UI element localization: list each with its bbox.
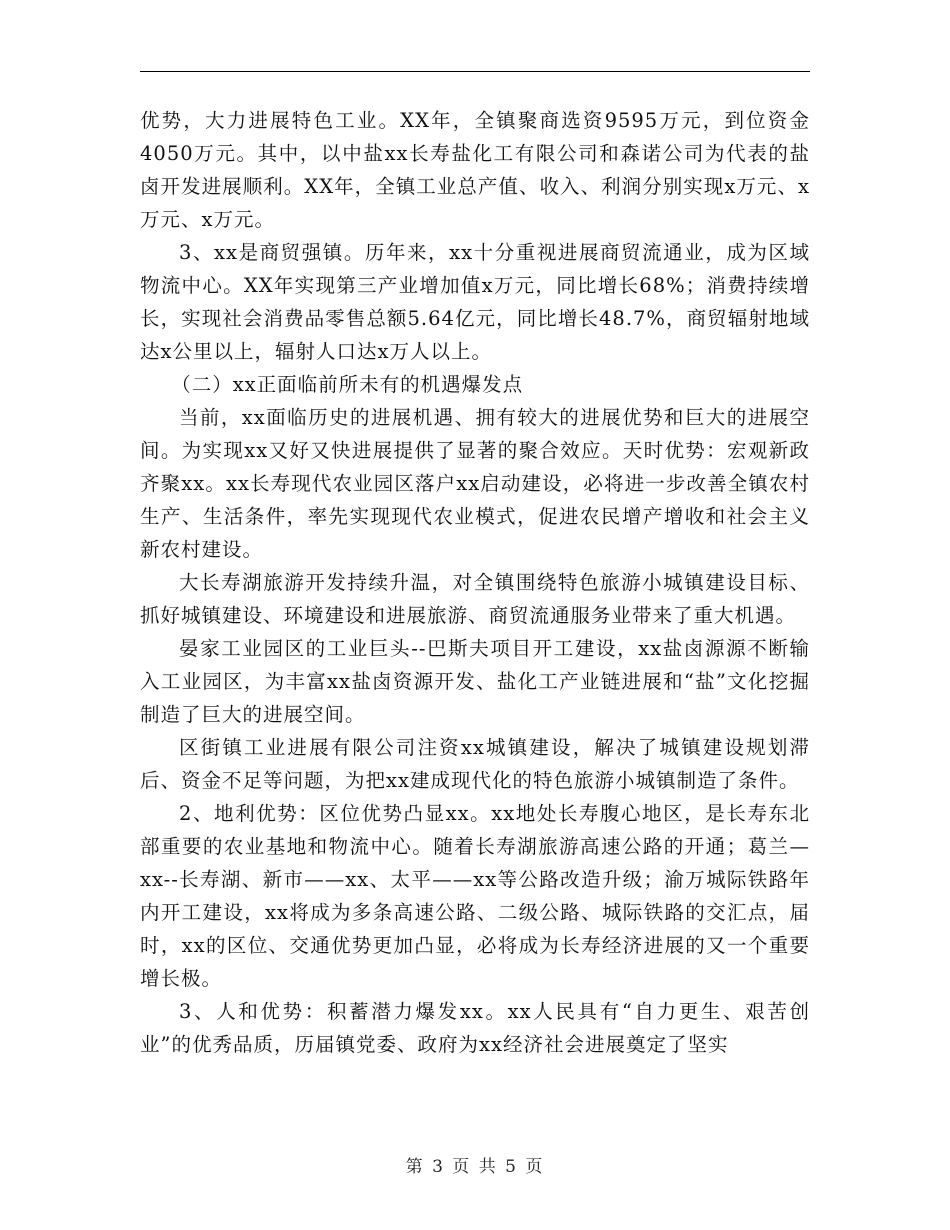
paragraph-location-advantage: 2、地利优势：区位优势凸显xx。xx地处长寿腹心地区，是长寿东北部重要的农业基地和物流中心。随着长寿湖旅游高速公路的开通；葛兰—xx--长寿湖、新市——xx、太平——xx等公路改造升级；渝万城际铁路年内开工建设，xx将成为多条高速公路、二级公路、城际铁路的交汇点，届时，xx的区位、交通优势更加凸显，必将成为长寿经济进展的又一个重要增长极。 bbox=[140, 802, 810, 990]
page-number: 第 3 页 共 5 页 bbox=[405, 1157, 545, 1177]
section-heading: （二）xx正面临前所未有的机遇爆发点 bbox=[171, 373, 524, 396]
paragraph-tourism: 大长寿湖旅游开发持续升温，对全镇围绕特色旅游小城镇建设目标、抓好城镇建设、环境建设和进展旅游、商贸流通服务业带来了重大机遇。 bbox=[140, 571, 810, 627]
document-body bbox=[140, 104, 810, 1061]
paragraph-people-advantage: 3、人和优势：积蓄潜力爆发xx。xx人民具有“自力更生、艰苦创业”的优秀品质，历届镇党委、政府为xx经济社会进展奠定了坚实 bbox=[140, 1000, 810, 1056]
paragraph-commerce: 3、xx是商贸强镇。历年来，xx十分重视进展商贸流通业，成为区域物流中心。XX年实现第三产业增加值x万元，同比增长68%；消费持续增长，实现社会消费品零售总额5.64亿元，同比增长48.7%，商贸辐射地域达x公里以上，辐射人口达x万人以上。 bbox=[140, 241, 810, 363]
paragraph-opportunity: 当前，xx面临历史的进展机遇、拥有较大的进展优势和巨大的进展空间。为实现xx又好又快进展提供了显著的聚合效应。天时优势：宏观新政齐聚xx。xx长寿现代农业园区落户xx启动建设，必将进一步改善全镇农村生产、生活条件，率先实现现代农业模式，促进农民增产增收和社会主义新农村建设。 bbox=[140, 406, 810, 561]
paragraph-industrial-park: 晏家工业园区的工业巨头--巴斯夫项目开工建设，xx盐卤源源不断输入工业园区，为丰富xx盐卤资源开发、盐化工产业链进展和“盐”文化挖掘制造了巨大的进展空间。 bbox=[140, 637, 810, 726]
paragraph-investment: 区街镇工业进展有限公司注资xx城镇建设，解决了城镇建设规划滞后、资金不足等问题，为把xx建成现代化的特色旅游小城镇制造了条件。 bbox=[140, 736, 810, 792]
header-rule bbox=[140, 71, 810, 72]
paragraph-continuation: 优势，大力进展特色工业。XX年，全镇聚商选资9595万元，到位资金4050万元。其中，以中盐xx长寿盐化工有限公司和森诺公司为代表的盐卤开发进展顺利。XX年，全镇工业总产值、收入、利润分别实现x万元、x万元、x万元。 bbox=[140, 109, 810, 231]
